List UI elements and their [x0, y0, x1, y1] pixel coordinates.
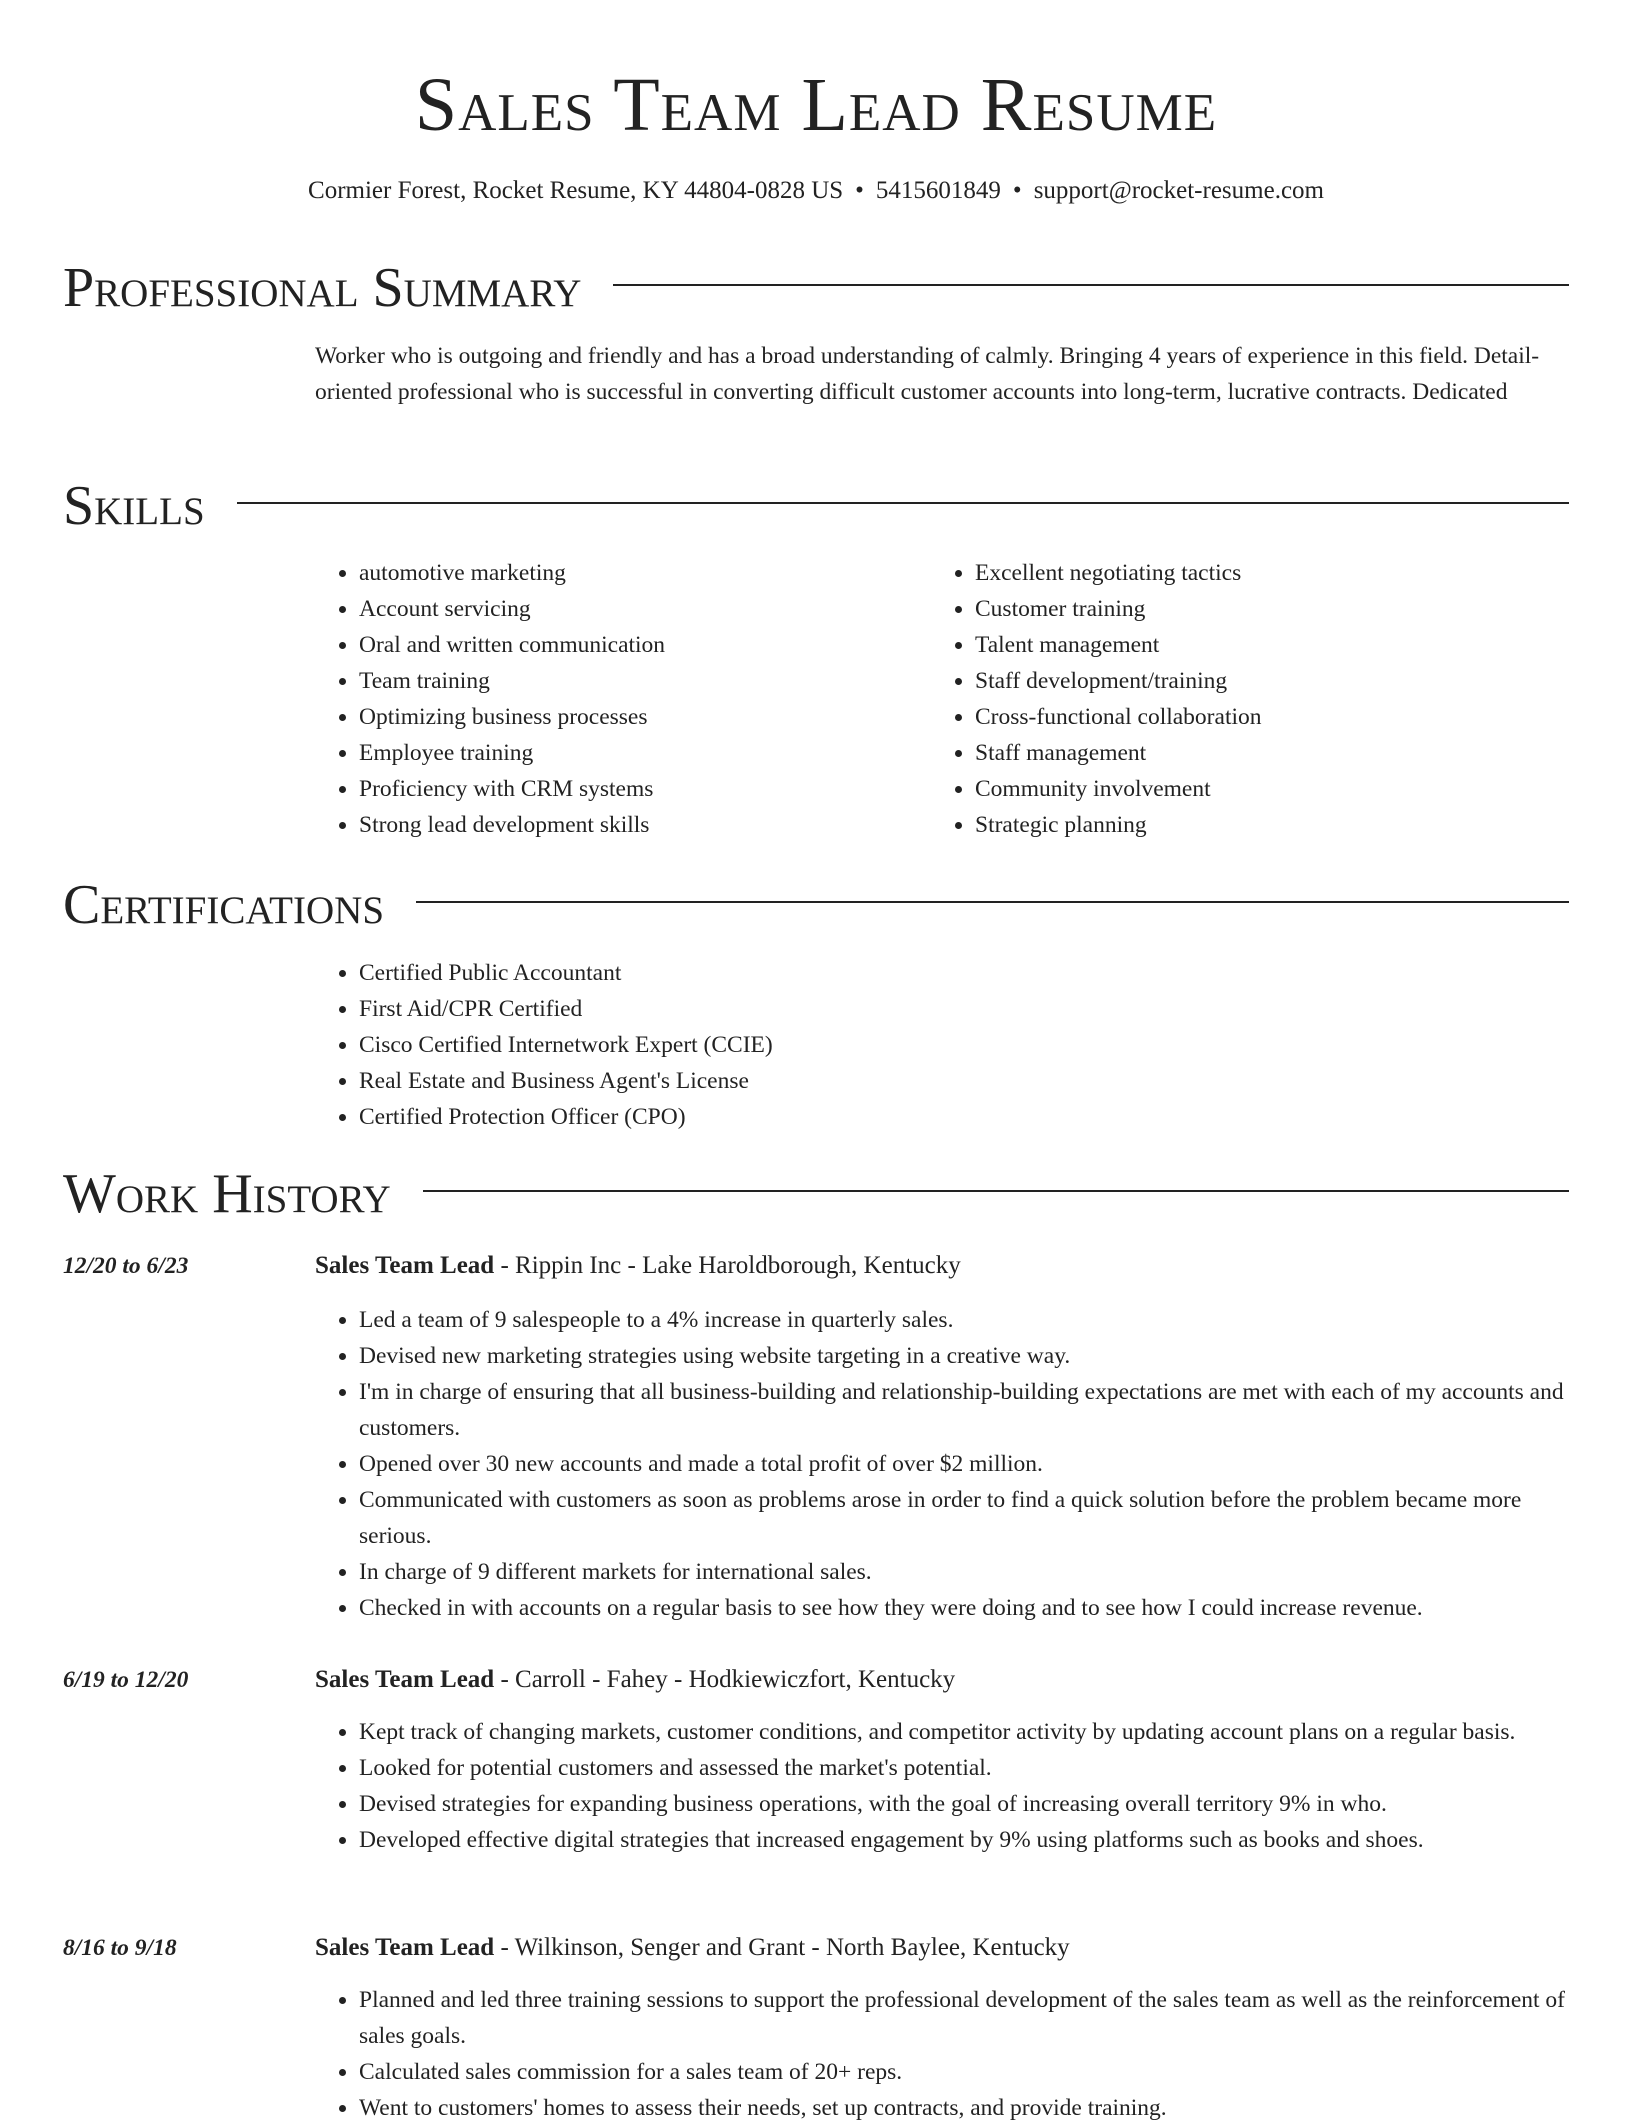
job-bullet: • Kept track of changing markets, customer conditions, and competitor activity by updating account plans on a regular basis. — [359, 1714, 1569, 1750]
work-section-header — [63, 1164, 1569, 1224]
skill-item: • Oral and written communication — [359, 627, 915, 663]
certification-item: • Real Estate and Business Agent's License — [359, 1063, 1515, 1099]
skill-item: • Customer training — [975, 591, 1531, 627]
skill-item: • Team training — [359, 663, 915, 699]
certification-item: • Certified Protection Officer (CPO) — [359, 1099, 1515, 1135]
contact-email: support@rocket-resume.com — [1033, 177, 1324, 204]
section-divider — [237, 502, 1569, 504]
job-heading — [315, 1662, 955, 1698]
skill-item: • Community involvement — [975, 771, 1531, 807]
skills-column-left — [315, 555, 915, 843]
job-bullet: • Communicated with customers as soon as problems arose in order to find a quick solution before the problem became more serious. — [359, 1482, 1569, 1554]
certification-item: • First Aid/CPR Certified — [359, 991, 1515, 1027]
skill-item: • Excellent negotiating tactics — [975, 555, 1531, 591]
skills-section-header — [63, 476, 1569, 536]
certifications-list-container — [315, 955, 1515, 1135]
job-title: Sales Team Lead — [315, 1252, 495, 1279]
skill-item: • Staff management — [975, 735, 1531, 771]
job-bullet: • Developed effective digital strategies that increased engagement by 9% using platforms such as books and shoes. — [359, 1822, 1569, 1858]
skills-heading: Skills — [63, 475, 205, 537]
job-bullet: • I'm in charge of ensuring that all business-building and relationship-building expectations are met with each of my accounts and customers. — [359, 1374, 1569, 1446]
certifications-heading: Certifications — [63, 874, 385, 936]
summary-section-header — [63, 258, 1569, 318]
job-bullet: • Devised new marketing strategies using website targeting in a creative way. — [359, 1338, 1569, 1374]
skill-item: • Account servicing — [359, 591, 915, 627]
job-bullet-list — [315, 1982, 1569, 2126]
job-bullet: • Devised strategies for expanding business operations, with the goal of increasing overall territory 9% in who. — [359, 1786, 1569, 1822]
job-title: Sales Team Lead — [315, 1934, 495, 1961]
section-divider — [423, 1190, 1569, 1192]
job-bullet: • In charge of 9 different markets for international sales. — [359, 1554, 1569, 1590]
job-bullet: • Opened over 30 new accounts and made a total profit of over $2 million. — [359, 1446, 1569, 1482]
skill-item: • Staff development/training — [975, 663, 1531, 699]
skill-item: • Talent management — [975, 627, 1531, 663]
job-details: - Rippin Inc - Lake Haroldborough, Kentucky — [494, 1252, 961, 1279]
summary-heading: Professional Summary — [63, 257, 582, 319]
job-heading — [315, 1248, 961, 1284]
contact-separator: • — [1012, 177, 1022, 204]
job-bullet: • Went to customers' homes to assess their needs, set up contracts, and provide training. — [359, 2090, 1569, 2126]
certification-item: • Cisco Certified Internetwork Expert (CCIE) — [359, 1027, 1515, 1063]
section-divider — [416, 901, 1569, 903]
job-bullets — [315, 1302, 1569, 1626]
section-divider — [613, 284, 1569, 286]
certifications-list — [315, 955, 1515, 1135]
certification-item: • Certified Public Accountant — [359, 955, 1515, 991]
job-bullet: • Planned and led three training sessions to support the professional development of the sales team as well as the reinforcement of sales goals. — [359, 1982, 1569, 2054]
contact-phone: 5415601849 — [875, 177, 1001, 204]
skill-item: • Strong lead development skills — [359, 807, 915, 843]
work-heading: Work History — [63, 1163, 391, 1225]
job-details: - Carroll - Fahey - Hodkiewiczfort, Kentucky — [494, 1666, 956, 1693]
job-heading — [315, 1930, 1070, 1966]
job-bullet: • Checked in with accounts on a regular basis to see how they were doing and to see how I could increase revenue. — [359, 1590, 1569, 1626]
job-dates: 12/20 to 6/23 — [63, 1253, 189, 1279]
job-bullet: • Led a team of 9 salespeople to a 4% increase in quarterly sales. — [359, 1302, 1569, 1338]
skill-item: • Proficiency with CRM systems — [359, 771, 915, 807]
job-bullet: • Calculated sales commission for a sales team of 20+ reps. — [359, 2054, 1569, 2090]
skill-item: • Optimizing business processes — [359, 699, 915, 735]
skill-item: • Employee training — [359, 735, 915, 771]
skills-column-right — [931, 555, 1531, 843]
summary-text: Worker who is outgoing and friendly and has a broad understanding of calmly. Bringing 4 years of experience in this field. Detail-oriented professional who is successful in converting difficult customer accounts into long-term, lucrative contracts. Dedicated — [315, 343, 1540, 405]
job-bullets — [315, 1714, 1569, 1858]
job-bullets — [315, 1982, 1569, 2126]
resume-title: Sales Team Lead Resume — [414, 63, 1218, 147]
job-bullet-list — [315, 1302, 1569, 1626]
contact-line — [0, 175, 1632, 207]
certifications-section-header — [63, 875, 1569, 935]
job-details: - Wilkinson, Senger and Grant - North Baylee, Kentucky — [494, 1934, 1070, 1961]
job-dates: 8/16 to 9/18 — [63, 1935, 177, 1961]
skill-item: • Strategic planning — [975, 807, 1531, 843]
job-bullet: • Looked for potential customers and assessed the market's potential. — [359, 1750, 1569, 1786]
skills-list — [931, 555, 1531, 843]
skill-item: • automotive marketing — [359, 555, 915, 591]
contact-separator: • — [855, 177, 864, 204]
skill-item: • Cross-functional collaboration — [975, 699, 1531, 735]
job-bullet-list — [315, 1714, 1569, 1858]
skills-list — [315, 555, 915, 843]
job-title: Sales Team Lead — [315, 1666, 495, 1693]
contact-address: Cormier Forest, Rocket Resume, KY 44804-0828 US — [308, 177, 844, 204]
job-dates: 6/19 to 12/20 — [63, 1667, 189, 1693]
